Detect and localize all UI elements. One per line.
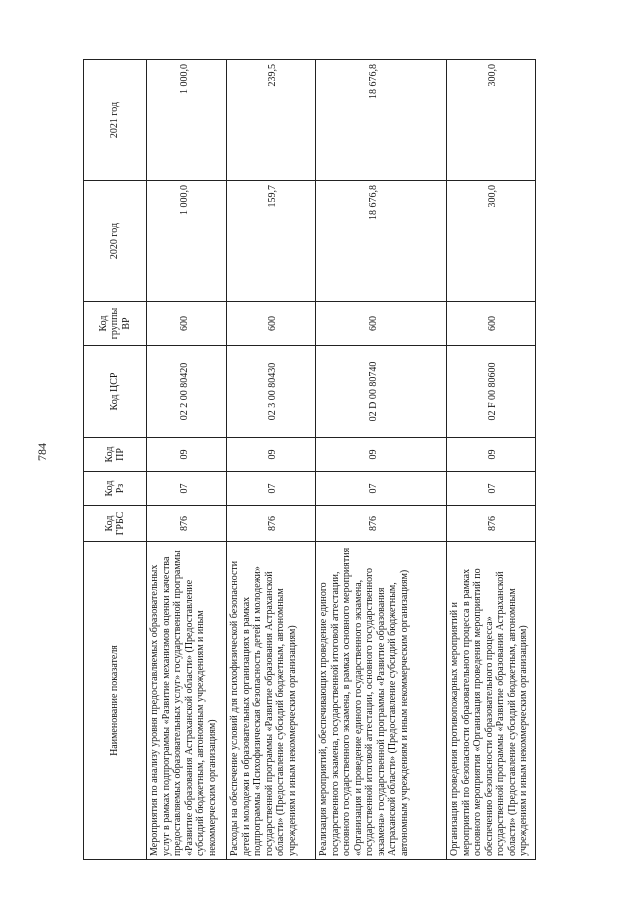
- row-2021: [227, 60, 316, 181]
- row-pr-value: 09: [179, 449, 190, 460]
- row-rz-value: 07: [179, 483, 190, 494]
- row-grbs-value: 876: [368, 516, 379, 531]
- row-grbs-value: 876: [179, 516, 190, 531]
- header-pr: Код ПР: [84, 438, 147, 472]
- row-rz: [447, 472, 536, 506]
- row-name: Организация проведения противопожарных мероприятий и мероприятий по безопасности образовательного процесса в рамках основного мероприятия «Организация проведения мероприятий по обеспечению безопасности образовательного процесса» государственной программы «Развитие образования Астраханской области» (Предоставление субсидий бюджетным, автономным учреждениям и иным некоммерческим организациям): [447, 542, 536, 860]
- row-name: Реализация мероприятий, обеспечивающих проведение единого государственного экзамена, государственной итоговой аттестации, основного государственного экзамена, в рамках основного мероприятия «Организация и проведение единого государственного экзамена, государственной итоговой аттестации, основного государственного экзамена» государственной программы «Развитие образования Астраханской области» (Предоставление субсидий бюджетным, автономным учреждениям и иным некоммерческим организациям): [316, 542, 447, 860]
- row-vr-value: 600: [487, 316, 498, 331]
- budget-table-container: [83, 60, 529, 860]
- row-2020-value: 18 676,8: [368, 185, 379, 220]
- row-pr-value: 09: [487, 449, 498, 460]
- row-name: Расходы на обеспечение условий для психофизической безопасности детей и молодежи в образовательных организациях в рамках подпрограммы «Психофизическая безопасность детей и молодежи» государственной программы «Развитие образования Астраханской области» (Предоставление субсидий бюджетным, автономным учреждениям и иным некоммерческим организациям): [227, 542, 316, 860]
- row-pr: [227, 438, 316, 472]
- header-rz: Код Рз: [84, 472, 147, 506]
- row-pr: [316, 438, 447, 472]
- row-rz-value: 07: [267, 483, 278, 494]
- table-row: [227, 60, 316, 860]
- table-row: [316, 60, 447, 860]
- page-number: 784: [35, 443, 49, 461]
- header-2020: 2020 год: [84, 181, 147, 302]
- header-grbs: Код ГРБС: [84, 506, 147, 542]
- row-pr: [447, 438, 536, 472]
- row-vr-value: 600: [267, 316, 278, 331]
- row-csr-value: 02 F 00 80600: [487, 362, 498, 421]
- row-csr: [316, 346, 447, 438]
- row-2020: [316, 181, 447, 302]
- row-grbs-value: 876: [267, 516, 278, 531]
- row-grbs: [147, 506, 227, 542]
- row-2021: [147, 60, 227, 181]
- row-vr: [447, 302, 536, 346]
- row-rz: [316, 472, 447, 506]
- row-pr-value: 09: [368, 449, 379, 460]
- row-2020-value: 1 000,0: [179, 185, 190, 215]
- row-2021-value: 18 676,8: [368, 64, 379, 99]
- table-header-row: [84, 60, 147, 860]
- row-rz-value: 07: [368, 483, 379, 494]
- table-row: [447, 60, 536, 860]
- row-2021-value: 239,5: [267, 64, 278, 87]
- row-2020: [447, 181, 536, 302]
- header-2021: 2021 год: [84, 60, 147, 181]
- row-rz: [147, 472, 227, 506]
- row-grbs: [227, 506, 316, 542]
- row-grbs: [316, 506, 447, 542]
- budget-table: [83, 59, 536, 860]
- row-2021: [316, 60, 447, 181]
- row-pr: [147, 438, 227, 472]
- row-2021-value: 300,0: [487, 64, 498, 87]
- row-csr-value: 02 3 00 80430: [267, 362, 278, 421]
- row-2020: [147, 181, 227, 302]
- row-2021: [447, 60, 536, 181]
- row-csr-value: 02 2 00 80420: [179, 362, 190, 421]
- row-grbs-value: 876: [487, 516, 498, 531]
- row-rz: [227, 472, 316, 506]
- row-2020: [227, 181, 316, 302]
- row-vr: [227, 302, 316, 346]
- row-vr: [316, 302, 447, 346]
- row-pr-value: 09: [267, 449, 278, 460]
- row-2020-value: 300,0: [487, 185, 498, 208]
- row-csr: [147, 346, 227, 438]
- table-row: [147, 60, 227, 860]
- row-csr-value: 02 D 00 80740: [368, 361, 379, 422]
- row-rz-value: 07: [487, 483, 498, 494]
- row-2020-value: 159,7: [267, 185, 278, 208]
- row-vr-value: 600: [368, 316, 379, 331]
- row-2021-value: 1 000,0: [179, 64, 190, 94]
- row-csr: [447, 346, 536, 438]
- row-vr: [147, 302, 227, 346]
- row-vr-value: 600: [179, 316, 190, 331]
- header-vr: Код группы ВР: [84, 302, 147, 346]
- header-name: Наименование показателя: [84, 542, 147, 860]
- row-name: Мероприятия по анализу уровня предоставляемых образовательных услуг в рамках подпрограммы «Развитие механизмов оценки качества предоставляемых образовательных услуг» государственной программы «Развитие образования Астраханской области» (Предоставление субсидий бюджетным, автономным учреждениям и иным некоммерческим организациям): [147, 542, 227, 860]
- header-csr: Код ЦСР: [84, 346, 147, 438]
- row-csr: [227, 346, 316, 438]
- row-grbs: [447, 506, 536, 542]
